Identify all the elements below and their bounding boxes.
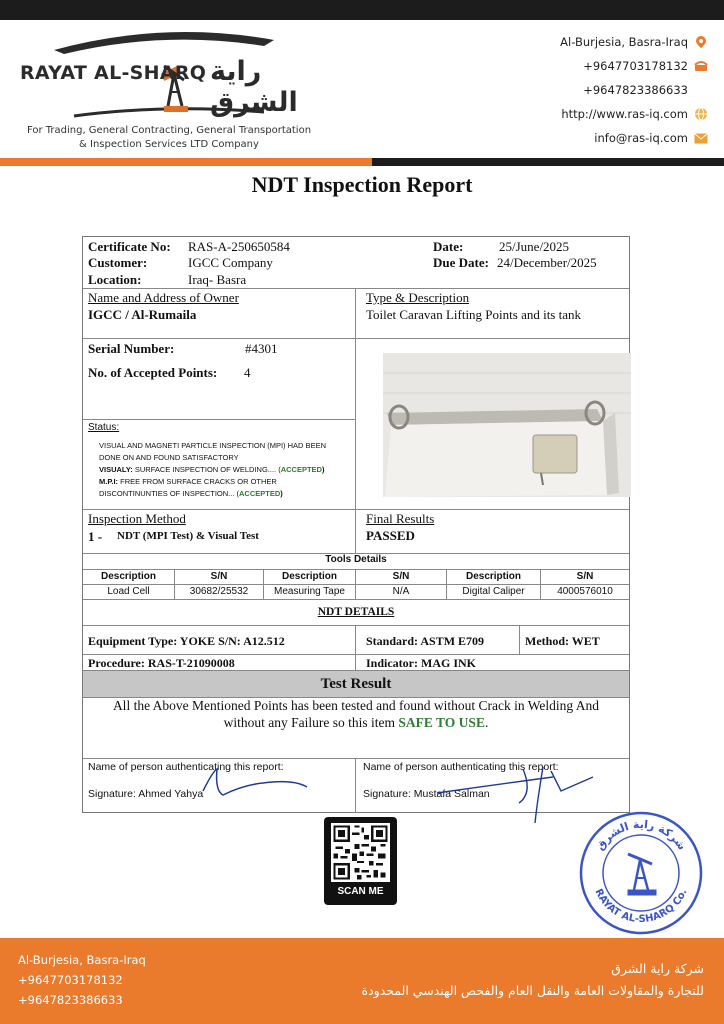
- status-visual: [99, 464, 359, 476]
- tagline-line-2: & Inspection Services LTD Company: [79, 139, 259, 150]
- tools-cell: 4000576010: [557, 586, 613, 597]
- visual-close: ): [321, 465, 325, 474]
- contact-website[interactable]: [488, 102, 708, 126]
- contact-phone-1[interactable]: [488, 54, 708, 78]
- footer-phone-1[interactable]: +9647703178132: [18, 973, 123, 987]
- footer-company-ar: [362, 958, 704, 1002]
- signature-label-1: Name of person authenticating this report:: [88, 761, 284, 773]
- certificate-value: RAS-A-250650584: [188, 239, 290, 254]
- header-divider-orange: [0, 158, 372, 166]
- qr-code-pattern: [331, 823, 390, 882]
- result-line-1: All the Above Mentioned Points has been tested and found without Crack in Welding And: [112, 698, 600, 713]
- test-result-title: Test Result: [83, 671, 629, 697]
- signature-label-2: Name of person authenticating this report:: [363, 761, 559, 773]
- svg-text:شركة راية الشرق: شركة راية الشرق: [593, 817, 689, 853]
- phone-icon: [694, 59, 708, 73]
- tools-header-cell: S/N: [576, 571, 594, 582]
- footer: [0, 938, 724, 1024]
- tools-cell: Measuring Tape: [264, 584, 356, 599]
- visual-text: SURFACE INSPECTION OF WELDING.... (: [134, 465, 281, 474]
- signature-name-1: Signature: Ahmed Yahya: [88, 788, 204, 800]
- mpi-close: ): [280, 489, 283, 498]
- status-line-2: DONE ON AND FOUND SATISFACTORY: [99, 453, 239, 462]
- header-divider-dark: [372, 158, 724, 166]
- logo-text-en: RAYAT AL-SHARQ: [20, 62, 207, 84]
- safe-to-use: SAFE TO USE: [398, 715, 485, 730]
- company-logo: [14, 26, 324, 156]
- status-mpi: [99, 476, 359, 488]
- visual-accepted: ACCEPTED: [280, 465, 322, 474]
- tools-title: Tools Details: [325, 554, 387, 565]
- qr-code[interactable]: [324, 817, 397, 905]
- method-number: 1 -: [88, 529, 103, 544]
- ndt-details-title: NDT DETAILS: [317, 606, 395, 618]
- spacer-icon: [694, 83, 708, 97]
- mpi-accepted: ACCEPTED: [239, 489, 281, 498]
- company-stamp: [578, 810, 704, 936]
- serial-label: Serial Number:: [88, 341, 175, 356]
- tools-data-row: [83, 584, 629, 599]
- result-line-2-text: without any Failure so this item: [223, 715, 396, 730]
- tools-header-cell: Description: [264, 569, 356, 584]
- method-label: Inspection Method: [88, 511, 186, 526]
- final-results-label: Final Results: [366, 511, 435, 526]
- location-pin-icon: [694, 35, 708, 49]
- phone-2-text[interactable]: +9647823386633: [583, 83, 688, 97]
- globe-icon: [694, 107, 708, 121]
- scan-me-label: SCAN ME: [337, 886, 384, 897]
- footer-phone-2[interactable]: +9647823386633: [18, 993, 123, 1007]
- mpi-text: FREE FROM SURFACE CRACKS OR OTHER: [120, 477, 277, 486]
- status-mpi-2: [99, 488, 359, 500]
- accepted-points-label: No. of Accepted Points:: [88, 365, 218, 380]
- accepted-points-value: 4: [244, 365, 251, 380]
- customer-label: Customer:: [88, 255, 148, 270]
- date-label: Date:: [433, 239, 464, 254]
- mpi-label: M.P.I:: [99, 477, 119, 486]
- footer-company-desc-ar: للتجارة والمقاولات العامة والنقل العام والفحص الهندسي المحدودة: [361, 983, 704, 998]
- tools-header-cell: Description: [83, 569, 175, 584]
- location-value: Iraq- Basra: [188, 272, 247, 287]
- tools-cell: N/A: [356, 584, 447, 599]
- tools-header-cell: S/N: [356, 569, 447, 584]
- method: Method: WET: [525, 634, 600, 648]
- report-table: [82, 236, 630, 813]
- due-date-label: Due Date:: [433, 255, 489, 270]
- contact-address: [488, 30, 708, 54]
- svg-text:RAYAT AL-SHARQ Co.: RAYAT AL-SHARQ Co.: [592, 887, 690, 926]
- indicator: Indicator: MAG INK: [366, 656, 476, 670]
- email-link[interactable]: info@ras-iq.com: [594, 131, 688, 145]
- status-label: Status:: [88, 422, 120, 433]
- contact-info: [488, 30, 708, 150]
- visual-label: VISUALY:: [99, 465, 133, 474]
- contact-email[interactable]: [488, 126, 708, 150]
- footer-address: Al-Burjesia, Basra-Iraq: [18, 953, 146, 967]
- tools-header-row: [83, 569, 629, 584]
- method-value: NDT (MPI Test) & Visual Test: [117, 530, 259, 542]
- tools-cell: Digital Caliper: [447, 584, 541, 599]
- result-period: .: [484, 715, 489, 730]
- contact-phone-2[interactable]: [488, 78, 708, 102]
- tools-header-cell: Description: [447, 569, 541, 584]
- email-icon: [694, 131, 708, 145]
- signature-name-2: Signature: Mustafa Salman: [363, 788, 490, 800]
- tagline-line-1: For Trading, General Contracting, General Transportation: [26, 125, 312, 136]
- inspection-photo: [383, 353, 631, 497]
- mpi-text-2: DISCONTINUNTIES OF INSPECTION... (: [99, 489, 240, 498]
- owner-value: IGCC / Al-Rumaila: [88, 307, 197, 322]
- final-results-value: PASSED: [366, 528, 415, 543]
- serial-value: #4301: [245, 341, 278, 356]
- status-line-1: VISUAL AND MAGNETI PARTICLE INSPECTION (MPI) HAD BEEN: [99, 441, 326, 450]
- tools-header-cell: S/N: [175, 569, 264, 584]
- tools-cell: Load Cell: [83, 584, 175, 599]
- address-text: Al-Burjesia, Basra-Iraq: [560, 35, 688, 49]
- type-value: Toilet Caravan Lifting Points and its tank: [366, 307, 582, 322]
- signature-mark-1: [183, 761, 313, 801]
- footer-contacts: [18, 950, 146, 1010]
- website-link[interactable]: http://www.ras-iq.com: [561, 107, 688, 121]
- status-details: [99, 440, 359, 500]
- standard: Standard: ASTM E709: [366, 634, 485, 648]
- company-tagline: [14, 124, 324, 152]
- report-title: NDT Inspection Report: [251, 172, 473, 197]
- logo-text-ar: راية الشرق: [210, 56, 298, 118]
- result-line-2: [83, 714, 629, 731]
- owner-label: Name and Address of Owner: [88, 290, 239, 305]
- type-label: Type & Description: [366, 290, 470, 305]
- date-value: 25/June/2025: [499, 239, 570, 254]
- top-bar: [0, 0, 724, 20]
- phone-1-text[interactable]: +9647703178132: [583, 59, 688, 73]
- equipment-type: Equipment Type: YOKE S/N: A12.512: [88, 634, 285, 648]
- due-date-value: 24/December/2025: [497, 255, 597, 270]
- test-result-text: [83, 697, 629, 731]
- procedure: Procedure: RAS-T-21090008: [88, 656, 235, 670]
- location-label: Location:: [88, 272, 142, 287]
- footer-company-name-ar: شركة راية الشرق: [611, 961, 704, 976]
- tools-cell: 30682/25532: [175, 584, 264, 599]
- certificate-label: Certificate No:: [88, 239, 171, 254]
- customer-value: IGCC Company: [188, 255, 273, 270]
